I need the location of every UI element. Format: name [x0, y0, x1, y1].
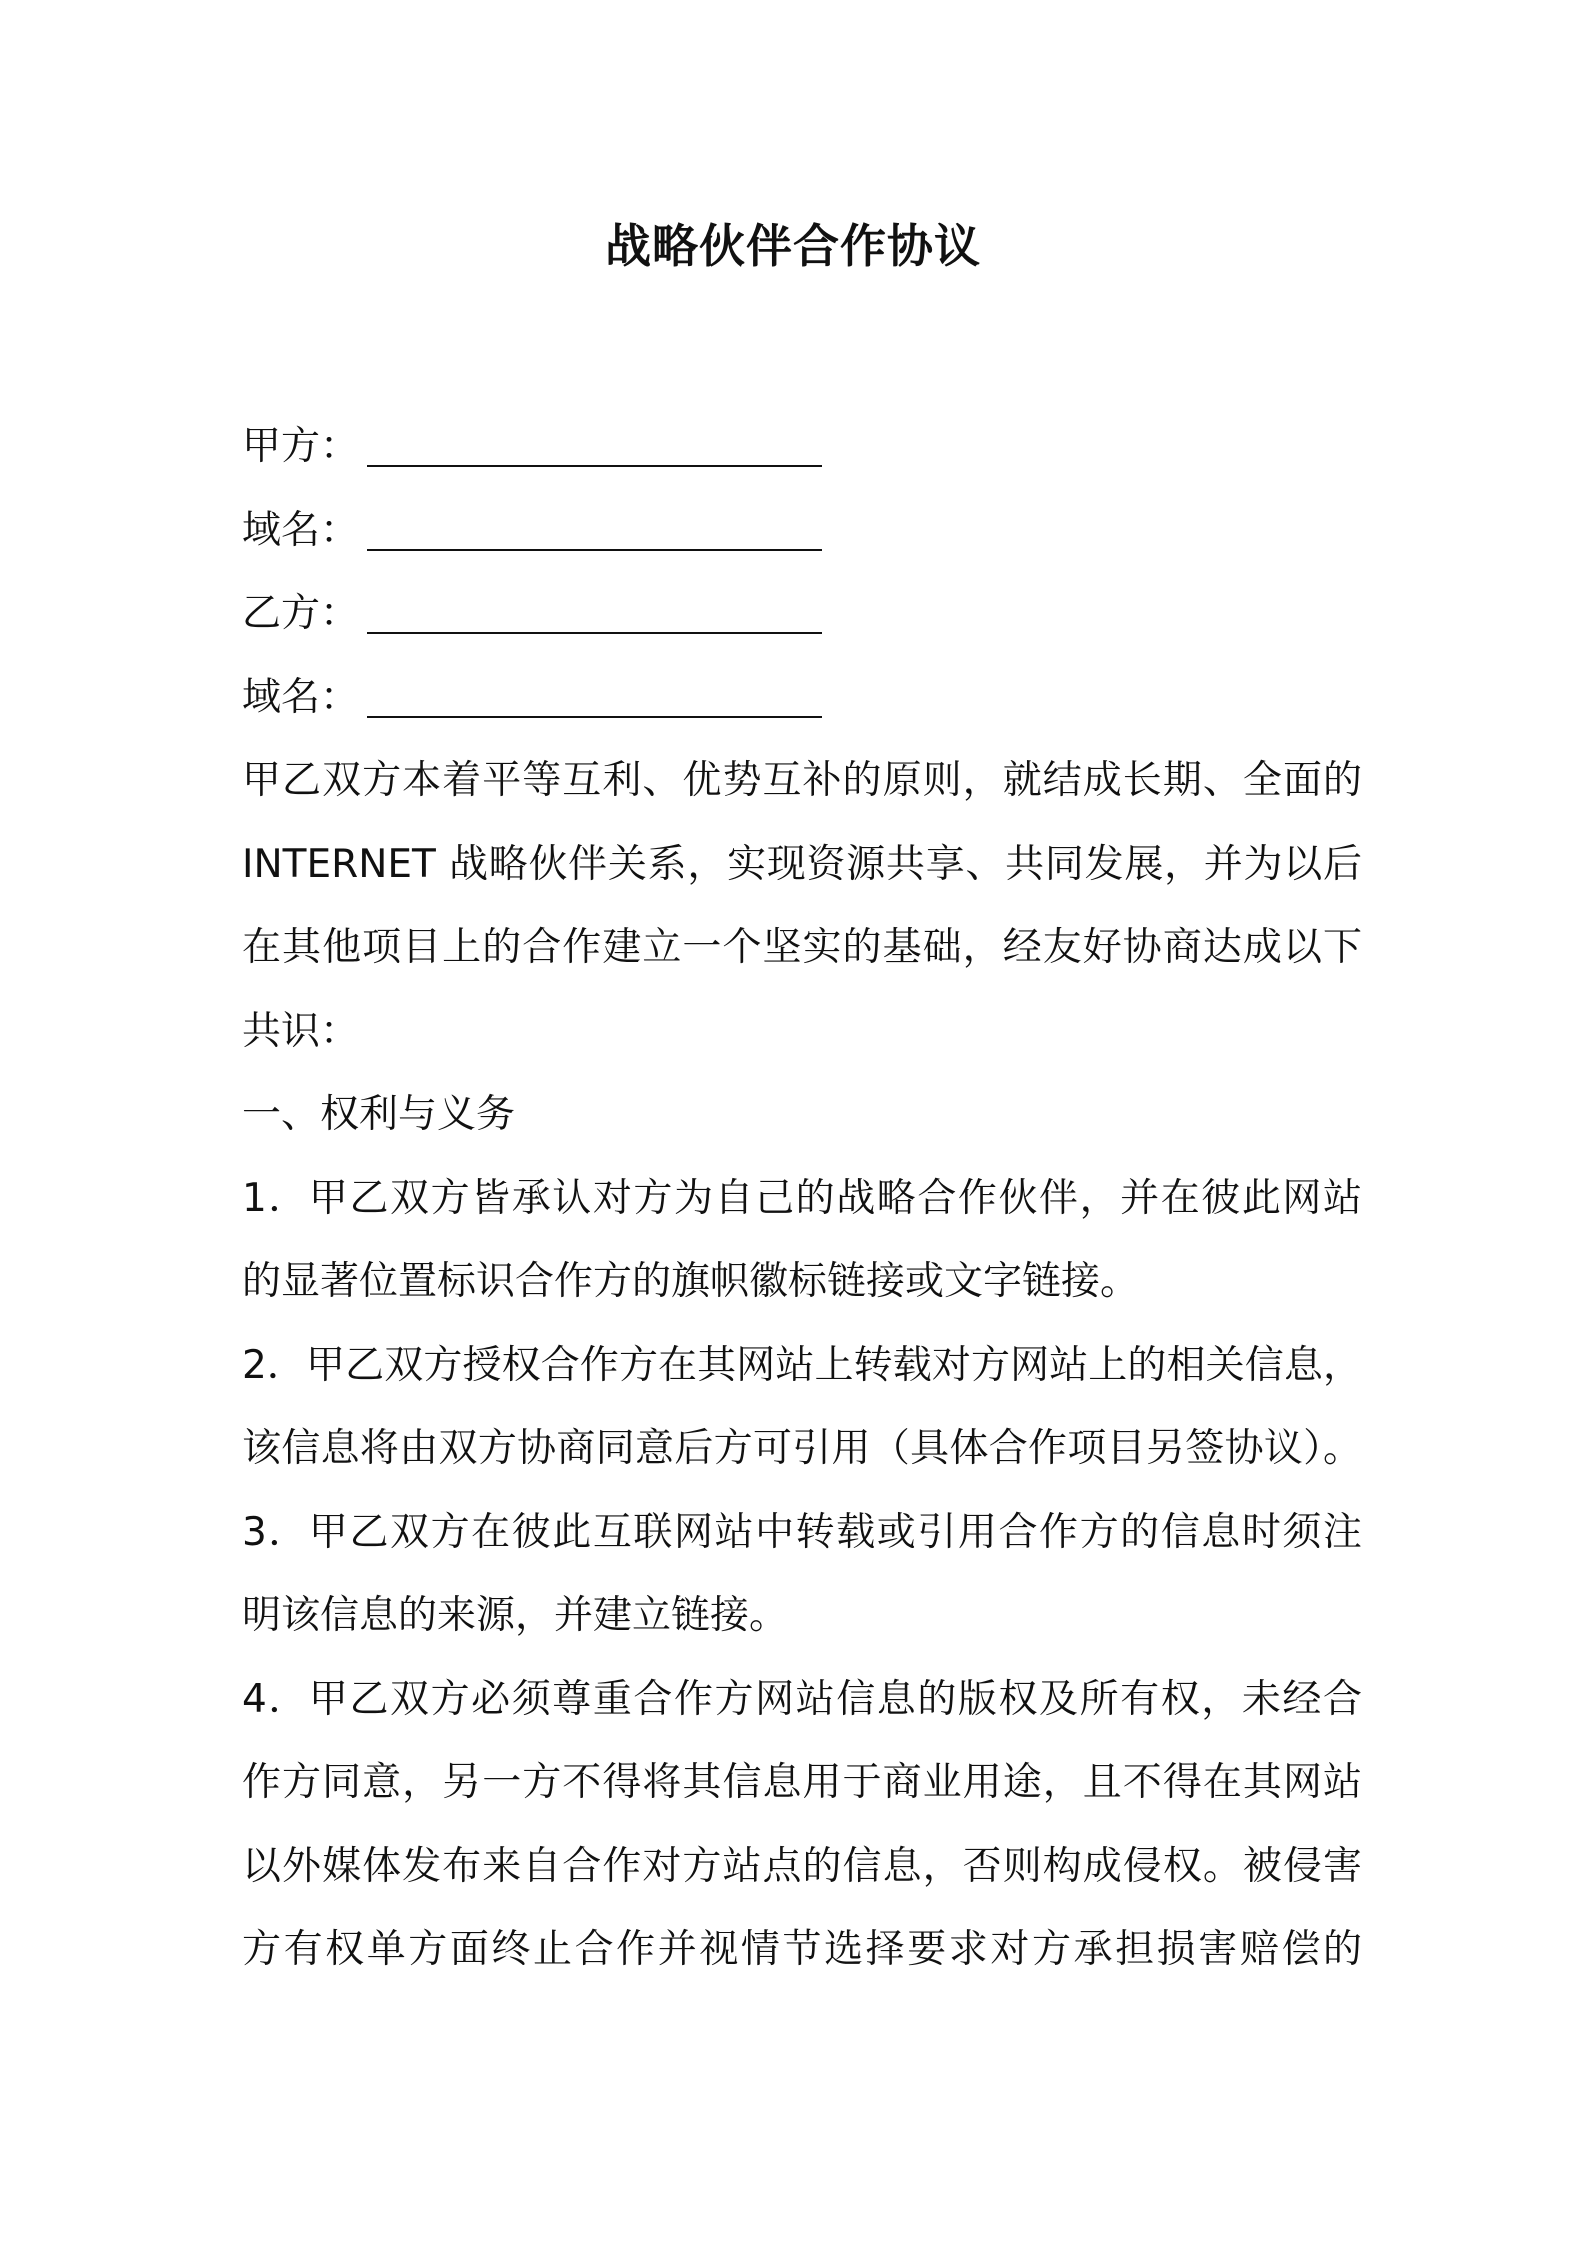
- text-line: 方有权单方面终止合作并视情节选择要求对方承担损害赔偿的: [242, 1927, 1362, 1972]
- text-line: 明该信息的来源，并建立链接。: [242, 1593, 789, 1638]
- party-b-blank: [367, 632, 822, 634]
- document-body: [242, 405, 1362, 1992]
- party-a-domain-label: 域名：: [242, 507, 360, 553]
- text-line: 在其他项目上的合作建立一个坚实的基础，经友好协商达成以下: [242, 925, 1362, 970]
- party-b-field: [242, 572, 1362, 656]
- party-b-label: 乙方：: [242, 591, 360, 636]
- party-a-blank: [367, 465, 822, 467]
- section-heading: 一、权利与义务: [242, 1092, 516, 1137]
- text-line: 作方同意，另一方不得将其信息用于商业用途，且不得在其网站: [242, 1760, 1362, 1805]
- text-line: 该信息将由双方协商同意后方可引用（具体合作项目另签协议）。: [242, 1426, 1362, 1471]
- party-b-domain-label: 域名：: [242, 674, 360, 720]
- text-line: 3．甲乙双方在彼此互联网站中转载或引用合作方的信息时须注: [242, 1509, 1362, 1555]
- text-line: 共识：: [242, 1008, 360, 1054]
- text-line: 1．甲乙双方皆承认对方为自己的战略合作伙伴，并在彼此网站: [242, 1175, 1362, 1221]
- party-a-field: [242, 405, 1362, 489]
- text-line: 4．甲乙双方必须尊重合作方网站信息的版权及所有权，未经合: [242, 1676, 1362, 1722]
- party-a-domain-blank: [367, 549, 822, 551]
- party-a-label: 甲方：: [242, 424, 360, 469]
- text-line: 的显著位置标识合作方的旗帜徽标链接或文字链接。: [242, 1259, 1140, 1304]
- document-title: 战略伙伴合作协议: [605, 219, 981, 273]
- text-line: INTERNET 战略伙伴关系，实现资源共享、共同发展，并为以后: [242, 841, 1362, 887]
- text-line: 以外媒体发布来自合作对方站点的信息，否则构成侵权。被侵害: [242, 1843, 1362, 1889]
- text-line: 甲乙双方本着平等互利、优势互补的原则，就结成长期、全面的: [242, 758, 1362, 803]
- party-b-domain-field: [242, 656, 1362, 740]
- party-a-domain-field: [242, 489, 1362, 573]
- party-b-domain-blank: [367, 716, 822, 718]
- text-line: 2．甲乙双方授权合作方在其网站上转载对方网站上的相关信息，: [242, 1342, 1362, 1388]
